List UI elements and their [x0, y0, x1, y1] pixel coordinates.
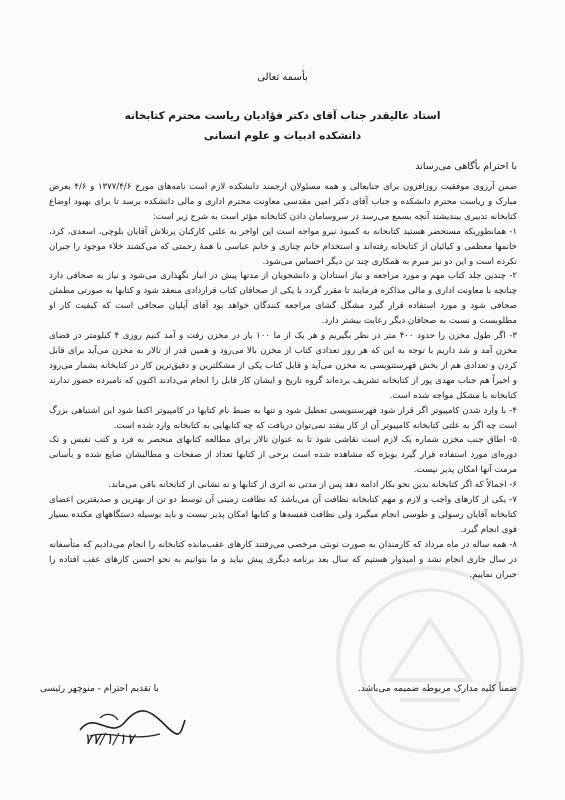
enclosure-note: ضمناً کلیه مدارک مربوطه ضمیمه می‌باشد.: [357, 684, 517, 694]
recipient-line-1: استاد عالیقدر جناب آقای دکتر فؤادیان ریاست محترم کتابخانه: [124, 110, 441, 122]
item-paragraph-5: ۵- اطاق جنب مخزن شماره یک لازم است نقاشی شود تا به عنوان تالار برای مطالعه کتابهای منحصر به فرد و کتب نفیس و تک دوره‌ای مورد استفاده قرار گیرد بویژه که مشاهده شده است برخی از کتابها تعداد از صفحات و مطالبشان ضایع شده و بأسانی مرمت آنها امکان پذیر نیست.: [49, 435, 517, 476]
recipient-block: [0, 106, 565, 146]
signature-date: ۷۷/۱/۱۷: [84, 730, 135, 748]
item-paragraph-7: ۷- یکی از کارهای واجب و لازم و مهم کتابخانه نظافت آن می‌باشد که نظافت زمینی آن توسط دو تن از بهترین و صدیقترین اعضای کتابخانه آقایان رسولی و طوسی انجام میگیرد ولی نظافت قفسه‌ها و کتابها امکان پذیر نیست و باید بوسیله دستگاههای مکنده بسیار قوی انجام گیرد.: [49, 495, 517, 535]
letter-body: [49, 180, 517, 582]
item-paragraph-4: ۴- با وارد شدن کامپیوتر اگر قرار شود فهرستنویسی تعطیل شود و تنها به ضبط نام کتابها در کامپیوتر اکتفا شود این اشتباهی بزرگ است چه اگر به علتی کتابخانه کامپیوتر آن از کار بیفتد نمی‌توان دریافت که چه کتابهایی به کتابخانه وارد شده است.: [49, 405, 517, 431]
recipient-line-2: دانشکده ادبیات و علوم انسانی: [203, 130, 362, 142]
salutation: با احترام بأگاهی می‌رساند: [415, 161, 517, 172]
item-paragraph-8: ۸- همه ساله در ماه مرداد که کارمندان به صورت نوبتی مرخصی می‌رفتند کارهای عقب‌مانده کتابخانه را انجام می‌دادیم که متأسفانه در سال جاری انجام نشد و امیدوار هستیم که سال بعد برنامه دیگری پیش نیاید و ما بتوانیم به نحو احسن کارهای عقب افتاده را جبران نماییم.: [49, 539, 517, 580]
closing-line: با تقدیم احترام - منوچهر رئیسی: [40, 684, 159, 694]
item-paragraph-2: ۲- چندین جلد کتاب مهم و مورد مراجعه و نیاز استادان و دانشجویان از مدتها پیش در انبار نگهداری می‌شود و نیاز به صحافی دارد چنانچه با معاونت اداری و مالی مذاکره فرمایند تا مقرر گردد با یکی از صحافان کتاب قراردادی منعقد شود و کتابها به صورتی مطمئن صحافی شود و مورد استفاده قرار گیرد مشگل گشای مراجعه کنندگان خواهد بود آقای آپلیان صحافی است که کیفیت کار او مطلوبست و نسبت به صحافان دیگر رعایت بیشتر دارد.: [49, 271, 517, 327]
item-paragraph-3: ۳- اگر طول مخزن را حدود ۴۰۰ متر در نظر بگیریم و هر یک از ما ۱۰۰ بار در مخزن رفت و آمد کنیم روزی ۴ کیلومتر در فضای مخزن آمد و شد داریم با توجه به این که هر روز تعدادی کتاب از مخزن بالا می‌رود و همین قدر از تالار به مخزن می‌آید برای قابل کردن و تعدادی هم از بخش فهرستنویسی به مخزن می‌آید و قابل کتاب یکی از مشکلترین و دقیق‌ترین کار در کتابخانه بشمار می‌رود و اخیراً هم جناب مهدی پور از کتابخانه تشریف برده‌اند گروه تاریخ و ایشان کار قابل را انجام می‌دادند اکنون که نامبرده حضور ندارند کتابخانه با مشکل مواجه شده است.: [49, 331, 517, 401]
intro-paragraph: ضمن آرزوی موفقیت روزافزون برای جنابعالی و همه مسئولان ارجمند دانشکده لازم است نامه‌های مورخ ۱۳۷۷/۴/۶ و ۴/۶ بعرض مبارک و ریاست محترم دانشکده و جناب آقای دکتر امین مقدسی معاونت محترم اداری و مالی دانشکده برسد تا برای بهبود اوضاع کتابخانه تدبیری بیندیشند آنچه بسمع می‌رسد در سروسامان دادن کتابخانه مؤثر است به شرح زیر است:: [49, 182, 517, 222]
basmala-heading: بأسمه تعالی: [257, 72, 308, 83]
item-paragraph-6: ۶- اجمالاً که اگر کتابخانه بدین نحو بکار ادامه دهد پس از مدتی نه اثری از کتابها و نه نشانی از کتابخانه باقی می‌ماند.: [108, 480, 517, 491]
item-paragraph-1: ۱- همانطوریکه مستحضر هستید کتابخانه به کمبود نیرو مواجه است این اواخر به علتی کارکنان پرتلاش آقایان بلوچی، اسعدی، کرد، خانمها معظمی و کیائیان از کتابخانه رفته‌اند و استخدام خانم چناری و خانم عباسی با همهٔ زحمتی که می‌کشند خلاء موجود را جبران نکرده است و این دو نیز مبرم به همکاری چند تن دیگر احساس می‌شود.: [49, 226, 517, 267]
university-seal-icon: [330, 560, 530, 760]
